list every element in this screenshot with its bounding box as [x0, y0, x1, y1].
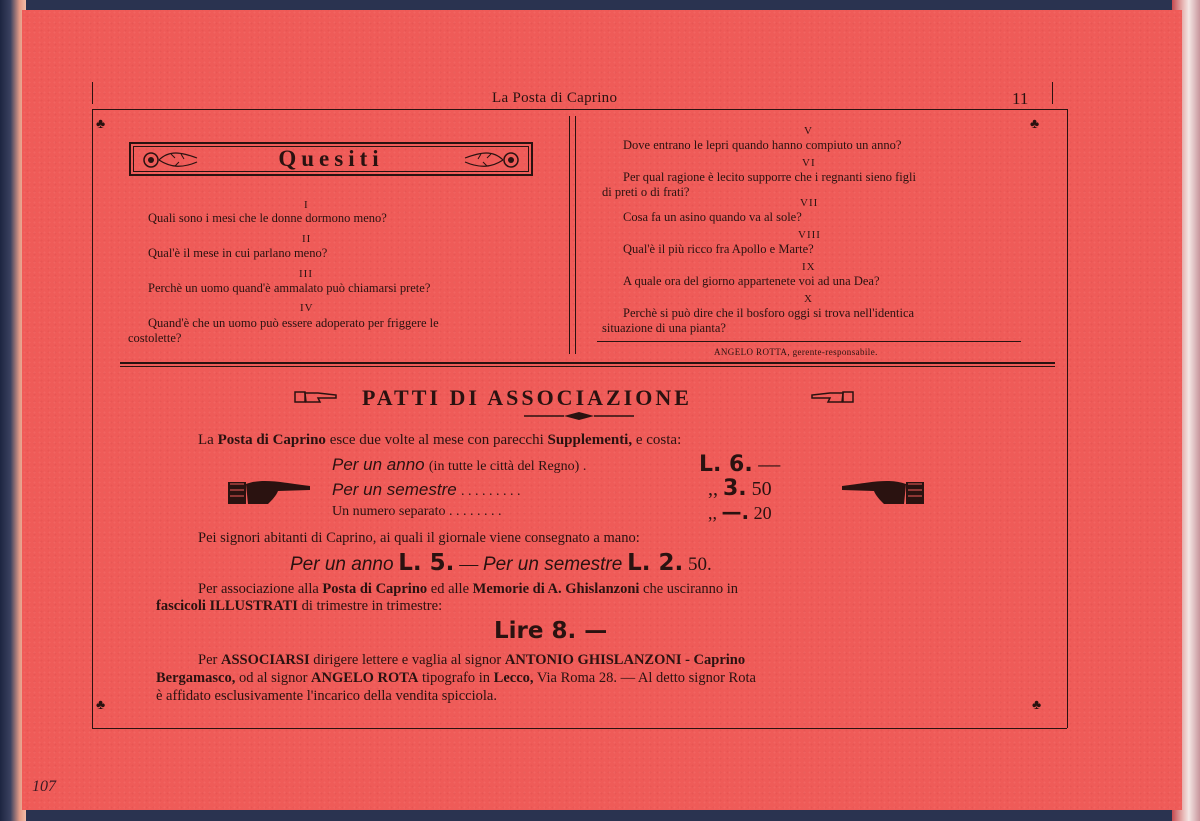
question-text: Quand'è che un uomo può essere adoperato per friggere le [148, 316, 439, 330]
club-ornament-icon: ♣ [96, 117, 106, 132]
question-text: Cosa fa un asino quando va al sole? [623, 210, 802, 224]
credit-rule [597, 341, 1021, 342]
page-number: 11 [1012, 89, 1029, 108]
price-value: ,, —. 20 [708, 500, 772, 524]
club-ornament-icon: ♣ [96, 698, 106, 713]
question-numeral: VI [802, 157, 816, 169]
question-numeral: VII [800, 197, 819, 209]
pointing-hand-right-icon [294, 388, 338, 406]
floral-ornament-icon [461, 148, 525, 172]
question-text-continued: situazione di una pianta? [602, 321, 726, 335]
quesiti-banner [129, 142, 533, 176]
intro-line: La Posta di Caprino esce due volte al mese con parecchi Supplementi, e costa: [198, 432, 682, 448]
frame-bottom [92, 728, 1067, 729]
handwritten-page-note: 107 [32, 778, 56, 795]
memorie-line-continued: fascicoli ILLUSTRATI di trimestre in trimestre: [156, 598, 443, 614]
header-tick-right [1052, 82, 1053, 104]
price-value: ,, 3. 50 [708, 476, 772, 501]
question-numeral: V [804, 125, 813, 137]
gerente-credit: ANGELO ROTTA, gerente-responsabile. [714, 347, 878, 357]
frame-right [1067, 109, 1068, 728]
header-tick-left [92, 82, 93, 104]
question-text-continued: di preti o di frati? [602, 185, 690, 199]
frame-top [92, 109, 1067, 110]
question-text: Qual'è il mese in cui parlano meno? [148, 246, 328, 260]
club-ornament-icon: ♣ [1030, 117, 1040, 132]
journal-page [22, 10, 1182, 810]
associarsi-line: Per ASSOCIARSI dirigere lettere e vaglia al signor ANTONIO GHISLANZONI - Caprino [198, 652, 746, 668]
question-text: Perchè si può dire che il bosforo oggi si trova nell'identica [623, 306, 915, 320]
section-separator [120, 362, 1055, 364]
price-value: L. 6. — [699, 451, 781, 477]
price-row: Per un semestre . . . . . . . . . [332, 480, 521, 499]
hand-delivery-line: Pei signori abitanti di Caprino, ai quali il giornale viene consegnato a mano: [198, 530, 640, 546]
question-text: Perchè un uomo quand'è ammalato può chiamarsi prete? [148, 281, 431, 295]
question-text: Quali sono i mesi che le donne dormono meno? [148, 211, 387, 225]
pointing-hand-left-icon [810, 388, 854, 406]
question-numeral: I [304, 199, 309, 211]
frame-left [92, 109, 93, 728]
question-numeral: III [299, 268, 313, 280]
question-text: Qual'è il più ricco fra Apollo e Marte? [623, 242, 814, 256]
pointing-hand-left-icon [840, 476, 926, 510]
hand-delivery-prices: Per un anno L. 5. — Per un semestre L. 2. 50. [290, 550, 712, 576]
question-text-continued: costolette? [128, 331, 182, 345]
pointing-hand-right-icon [226, 476, 312, 510]
price-row: Un numero separato . . . . . . . . [332, 504, 502, 519]
associarsi-line-continued: Bergamasco, od al signor ANGELO ROTA tipografo in Lecco, Via Roma 28. — Al detto signor Rota [156, 670, 756, 686]
lire-price: Lire 8. — [494, 618, 608, 644]
memorie-line: Per associazione alla Posta di Caprino ed alle Memorie di A. Ghislanzoni che usciranno in [198, 581, 739, 597]
title-flourish [524, 412, 634, 420]
question-text: Dove entrano le lepri quando hanno compiuto un anno? [623, 138, 902, 152]
question-text: A quale ora del giorno appartenete voi ad una Dea? [623, 274, 880, 288]
question-numeral: IX [802, 261, 816, 273]
patti-title: PATTI DI ASSOCIAZIONE [362, 385, 692, 410]
column-divider [575, 116, 576, 354]
running-header: La Posta di Caprino [492, 90, 618, 106]
column-divider [569, 116, 570, 354]
question-numeral: VIII [798, 229, 821, 241]
section-separator [120, 366, 1055, 367]
question-numeral: II [302, 233, 312, 245]
club-ornament-icon: ♣ [1032, 698, 1042, 713]
price-row: Per un anno (in tutte le città del Regno) . [332, 455, 587, 474]
question-numeral: X [804, 293, 813, 305]
question-text: Per qual ragione è lecito supporre che i regnanti sieno figli [623, 170, 916, 184]
quesiti-title: Quesiti [278, 146, 384, 171]
question-numeral: IV [300, 302, 314, 314]
associarsi-line-final: è affidato esclusivamente l'incarico della vendita spicciola. [156, 688, 497, 704]
